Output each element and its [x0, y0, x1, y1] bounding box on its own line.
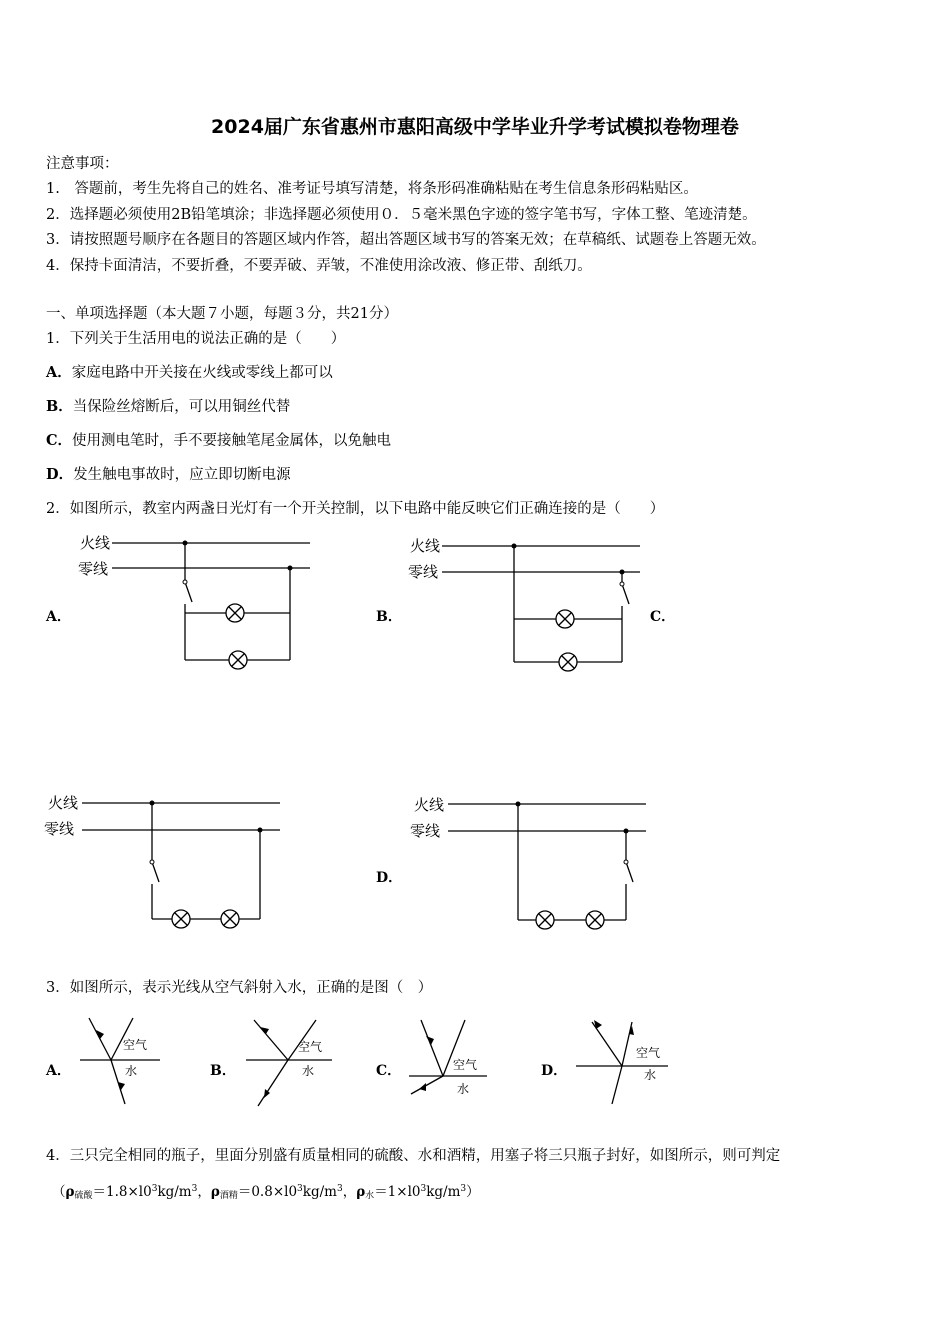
refraction-b [240, 1014, 340, 1109]
refraction-c-water-label: 水 [457, 1082, 470, 1096]
q2-label-d: D． [376, 870, 403, 886]
notice-item-4: 4．保持卡面清洁，不要折叠，不要弄破、弄皱，不准使用涂改液、修正带、刮纸刀。 [46, 258, 592, 274]
notice-heading: 注意事项： [46, 156, 119, 172]
notice-item-2: 2．选择题必须使用2B铅笔填涂；非选择题必须使用０．５毫米黑色字迹的签字笔书写，字体工整、笔迹清楚。 [46, 207, 757, 223]
section-heading: 一、单项选择题（本大题７小题，每题３分，共21分） [46, 306, 398, 322]
refraction-c-air-label: 空气 [453, 1058, 478, 1072]
circuit-d [404, 792, 664, 942]
q2-label-b: B． [376, 609, 402, 625]
refraction-a-water-label: 水 [125, 1064, 138, 1078]
q2-label-a: A． [46, 609, 71, 625]
circuit-a [70, 530, 320, 675]
q1-option-a: A．家庭电路中开关接在火线或零线上都可以 [46, 364, 333, 381]
notice-item-3: 3．请按照题号顺序在各题目的答题区域内作答，超出答题区域书写的答案无效；在草稿纸、试题卷上答题无效。 [46, 232, 766, 248]
q3-label-a: A． [46, 1063, 71, 1079]
q4-density-values: （$\rho_{硫酸}=1.8\times l0^3kg/m^3$，$\rho_{酒精}=0.8\times l0^3kg/m^3$，$\rho_水=1\times l0^3kg/m^3$） [52, 1184, 480, 1201]
q1-option-b: B．当保险丝熔断后，可以用铜丝代替 [46, 398, 291, 415]
refraction-a [75, 1012, 165, 1107]
refraction-d-air-label: 空气 [636, 1046, 661, 1060]
circuit-b-live-label: 火线 [410, 537, 441, 555]
q2-stem: 2．如图所示，教室内两盏日光灯有一个开关控制，以下电路中能反映它们正确连接的是（ ） [46, 501, 665, 517]
refraction-c [405, 1014, 505, 1109]
circuit-b-diagram [400, 532, 650, 677]
circuit-b [400, 532, 650, 677]
circuit-c-neutral-label: 零线 [44, 820, 75, 838]
q3-label-c: C． [376, 1063, 402, 1079]
refraction-d [570, 1014, 680, 1109]
refraction-b-air-label: 空气 [298, 1040, 323, 1054]
circuit-d-live-label: 火线 [414, 796, 445, 814]
circuit-a-diagram [70, 530, 320, 675]
circuit-c-live-label: 火线 [48, 794, 79, 812]
refraction-b-diagram [240, 1014, 340, 1109]
circuit-c-diagram [38, 790, 298, 940]
circuit-a-live-label: 火线 [80, 534, 111, 552]
circuit-d-neutral-label: 零线 [410, 822, 441, 840]
page-title: 2024届广东省惠州市惠阳高级中学毕业升学考试模拟卷物理卷 [211, 116, 739, 138]
refraction-b-water-label: 水 [302, 1064, 315, 1078]
q4-stem: 4．三只完全相同的瓶子，里面分别盛有质量相同的硫酸、水和酒精，用塞子将三只瓶子封好，如图所示，则可判定 [46, 1148, 781, 1164]
q2-label-c: C． [650, 609, 676, 625]
refraction-d-diagram [570, 1014, 680, 1109]
q1-stem: 1．下列关于生活用电的说法正确的是（ ） [46, 331, 346, 347]
circuit-d-diagram [404, 792, 664, 942]
q3-label-d: D． [541, 1063, 568, 1079]
circuit-b-neutral-label: 零线 [408, 563, 439, 581]
q3-stem: 3．如图所示，表示光线从空气斜射入水，正确的是图（ ） [46, 980, 433, 996]
refraction-d-water-label: 水 [644, 1068, 657, 1082]
refraction-a-diagram [75, 1012, 165, 1107]
q1-option-c: C．使用测电笔时，手不要接触笔尾金属体，以免触电 [46, 432, 392, 449]
circuit-c [38, 790, 298, 940]
refraction-a-air-label: 空气 [123, 1038, 148, 1052]
q3-label-b: B． [210, 1063, 236, 1079]
notice-item-1: 1. 答题前，考生先将自己的姓名、准考证号填写清楚，将条形码准确粘贴在考生信息条形码粘贴区。 [46, 181, 698, 197]
circuit-a-neutral-label: 零线 [78, 560, 109, 578]
q1-option-d: D．发生触电事故时，应立即切断电源 [46, 466, 291, 483]
